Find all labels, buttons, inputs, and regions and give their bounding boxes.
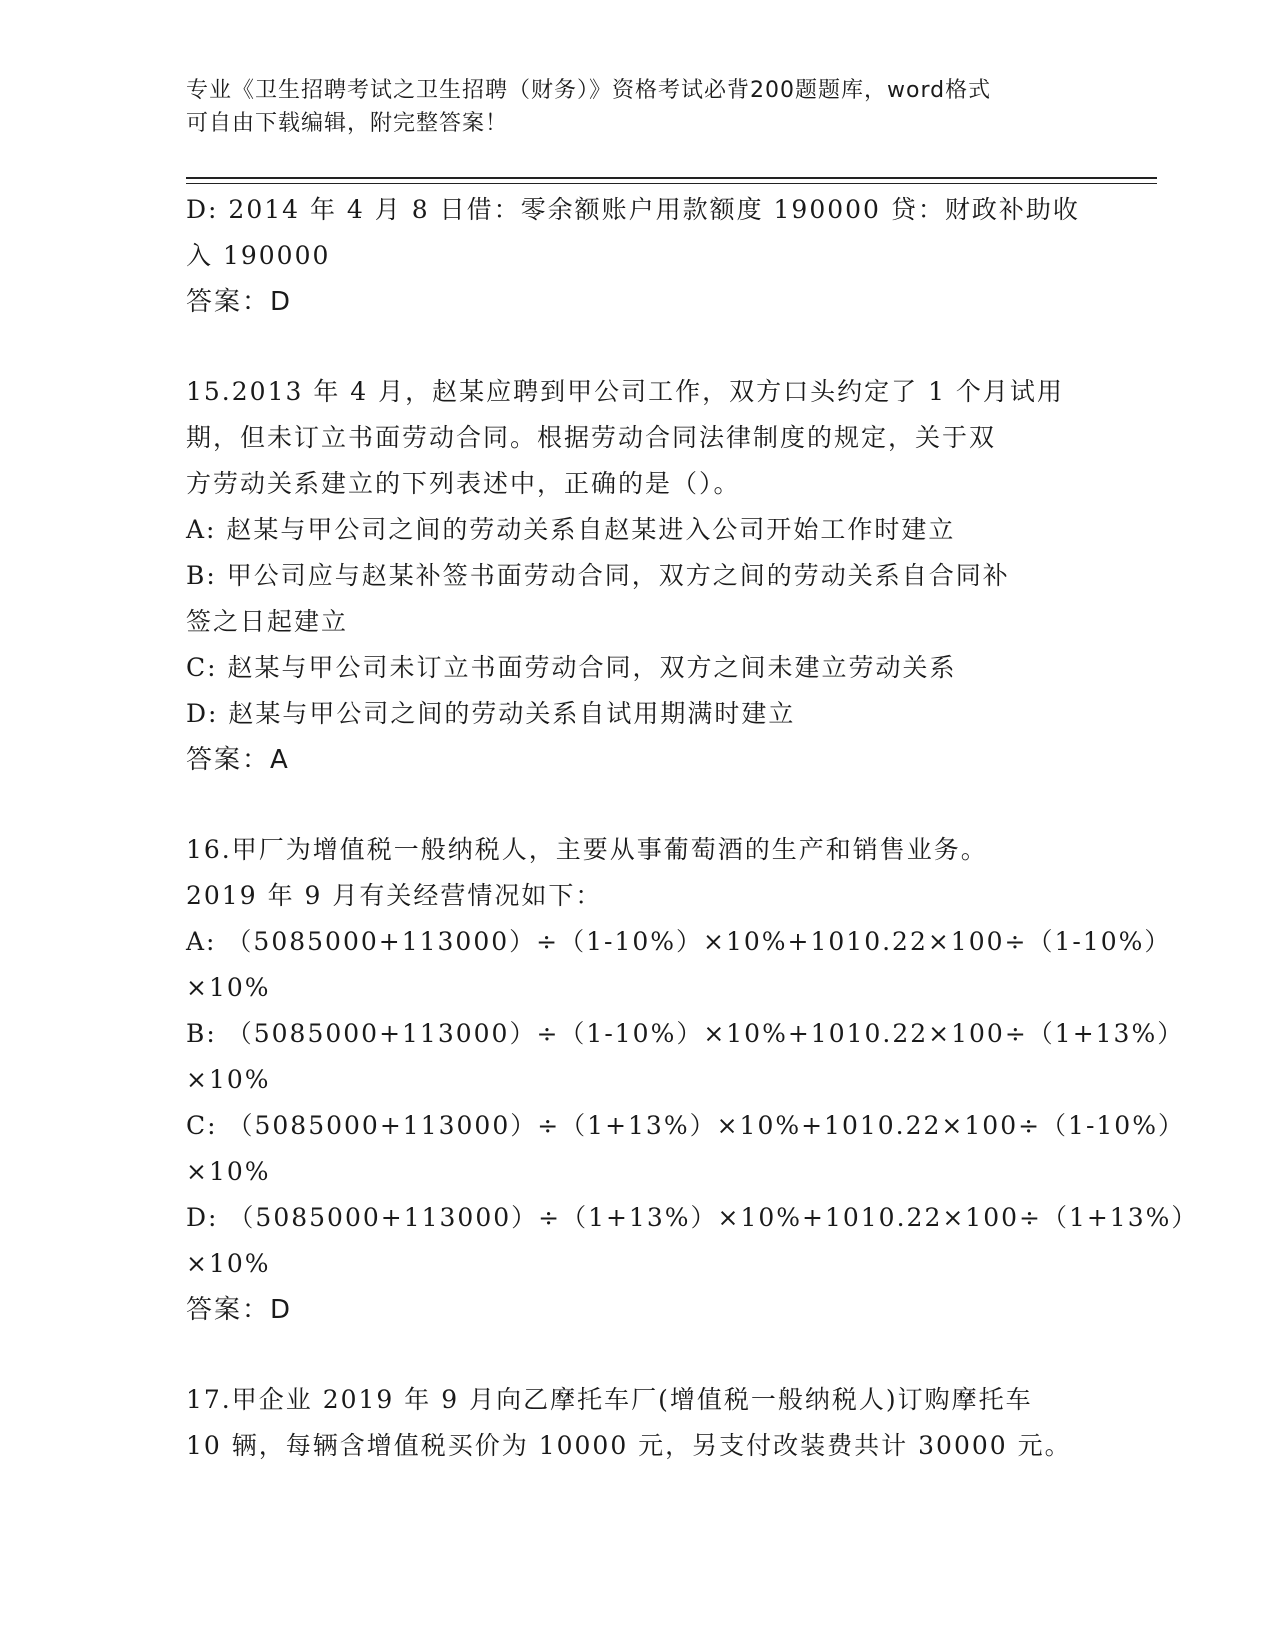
header-divider-thick xyxy=(186,177,1157,179)
answer-label: 答案：D xyxy=(186,287,293,317)
option-d-continued: ×10% xyxy=(186,1249,271,1278)
header-divider-thin xyxy=(186,183,1157,184)
option-c: C: 赵某与甲公司未订立书面劳动合同，双方之间未建立劳动关系 xyxy=(186,653,957,682)
block-spacer xyxy=(186,325,1086,369)
block-spacer xyxy=(186,783,1086,827)
question-text-line: 15.2013 年 4 月，赵某应聘到甲公司工作，双方口头约定了 1 个月试用 xyxy=(186,377,1064,406)
question-text-line: 16.甲厂为增值税一般纳税人，主要从事葡萄酒的生产和销售业务。 xyxy=(186,835,988,864)
question-block-15 xyxy=(186,369,1086,783)
answer-label: 答案：D xyxy=(186,1295,293,1325)
question-text-line: 2019 年 9 月有关经营情况如下： xyxy=(186,881,603,910)
question-block-17 xyxy=(186,1377,1086,1469)
option-b: B: （5085000+113000）÷（1-10%）×10%+1010.22×100÷（1+13%） xyxy=(186,1019,1185,1048)
page-header xyxy=(186,74,1066,140)
option-c: C: （5085000+113000）÷（1+13%）×10%+1010.22×100÷（1-10%） xyxy=(186,1111,1185,1140)
option-d: D: 赵某与甲公司之间的劳动关系自试用期满时建立 xyxy=(186,699,796,728)
option-b: B: 甲公司应与赵某补签书面劳动合同，双方之间的劳动关系自合同补 xyxy=(186,561,1010,590)
option-a: A: 赵某与甲公司之间的劳动关系自赵某进入公司开始工作时建立 xyxy=(186,515,956,544)
header-title-line-1: 专业《卫生招聘考试之卫生招聘（财务）》资格考试必背200题题库，word格式 xyxy=(186,78,992,103)
option-b-continued: ×10% xyxy=(186,1065,271,1094)
block-spacer xyxy=(186,1333,1086,1377)
question-content xyxy=(186,187,1199,1469)
option-a: A: （5085000+113000）÷（1-10%）×10%+1010.22×100÷（1-10%） xyxy=(186,927,1172,956)
option-a-continued: ×10% xyxy=(186,973,271,1002)
question-text-line: 10 辆，每辆含增值税买价为 10000 元，另支付改装费共计 30000 元。 xyxy=(186,1431,1072,1460)
option-c-continued: ×10% xyxy=(186,1157,271,1186)
header-title-line-2: 可自由下载编辑，附完整答案！ xyxy=(186,111,509,136)
question-block-16 xyxy=(186,827,1199,1333)
option-d: D: （5085000+113000）÷（1+13%）×10%+1010.22×100÷（1+13%） xyxy=(186,1203,1199,1232)
question-text-line: 期，但未订立书面劳动合同。根据劳动合同法律制度的规定，关于双 xyxy=(186,423,997,452)
option-line: 入 190000 xyxy=(186,241,331,270)
question-text-line: 17.甲企业 2019 年 9 月向乙摩托车厂(增值税一般纳税人)订购摩托车 xyxy=(186,1385,1033,1414)
question-text-line: 方劳动关系建立的下列表述中，正确的是（）。 xyxy=(186,469,741,498)
question-block-14 xyxy=(186,187,1086,325)
answer-label: 答案：A xyxy=(186,745,290,775)
option-line: D: 2014 年 4 月 8 日借：零余额账户用款额度 190000 贷：财政补助收 xyxy=(186,195,1080,224)
option-b-continued: 签之日起建立 xyxy=(186,607,349,636)
